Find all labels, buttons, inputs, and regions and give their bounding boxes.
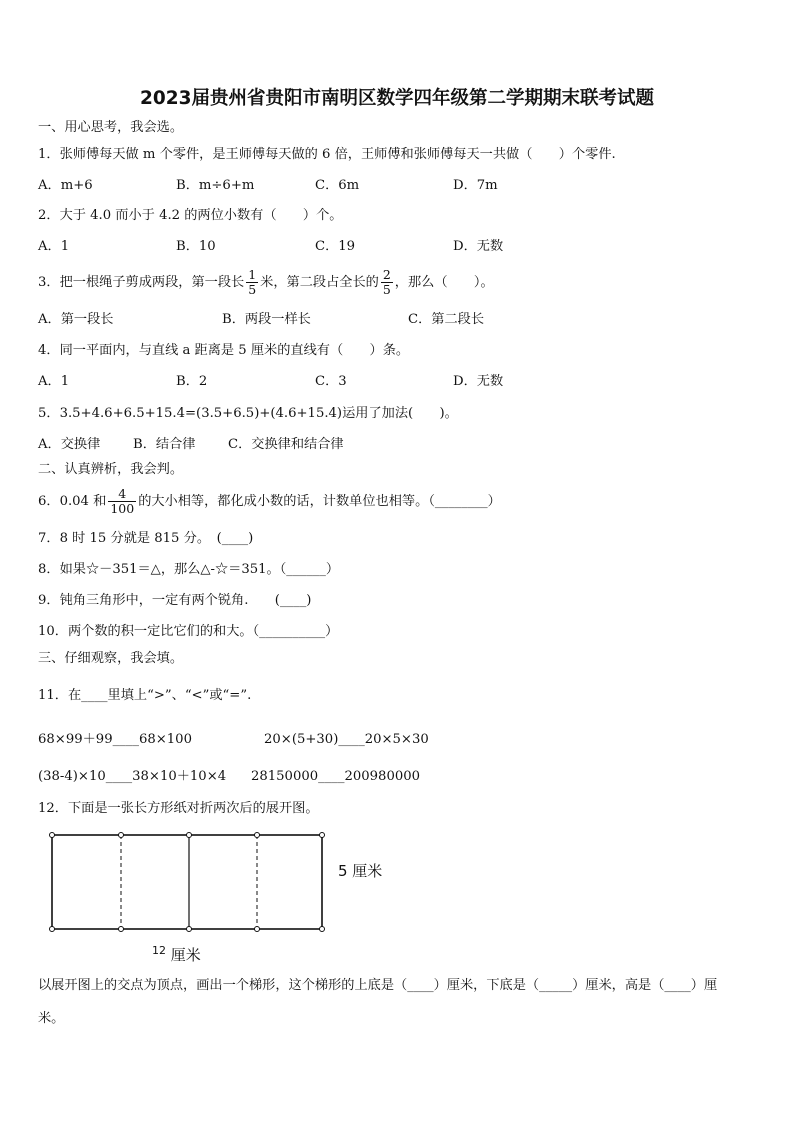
question-5: 5．3.5+4.6+6.5+15.4=(3.5+6.5)+(4.6+15.4)运用了加法( )。 <box>38 406 458 421</box>
q2-option-a: A．1 <box>38 239 70 254</box>
q3-fraction-2-denominator: 5 <box>382 282 391 297</box>
q1-option-c: C．6m <box>315 178 360 193</box>
section-2-heading: 二、认真辨析，我会判。 <box>38 462 184 477</box>
q3-text-part1: 3．把一根绳子剪成两段，第一段长 <box>38 275 245 290</box>
q3-text-part2: 米，第二段占全长的 <box>260 275 379 290</box>
q5-option-a: A．交换律 <box>38 437 101 452</box>
q11-row1-right: 20×(5+30)____20×5×30 <box>264 732 429 747</box>
question-4: 4．同一平面内，与直线 a 距离是 5 厘米的直线有（ ）条。 <box>38 343 410 358</box>
q3-fraction-1-denominator: 5 <box>248 282 257 297</box>
q11-row2-right: 28150000____200980000 <box>251 769 421 784</box>
question-10: 10．两个数的积一定比它们的和大。（__________） <box>38 624 339 639</box>
question-3 <box>38 263 494 303</box>
q3-fraction-2-numerator: 2 <box>382 267 391 282</box>
q5-option-b: B．结合律 <box>133 437 196 452</box>
q5-option-c: C．交换律和结合律 <box>228 437 344 452</box>
q2-option-c: C．19 <box>315 239 356 254</box>
point <box>255 833 260 838</box>
q6-fraction-denominator: 100 <box>110 501 135 516</box>
q4-option-c: C．3 <box>315 374 347 389</box>
page-title: 2023届贵州省贵阳市南明区数学四年级第二学期期末联考试题 <box>140 88 654 109</box>
question-12: 12．下面是一张长方形纸对折两次后的展开图。 <box>38 801 319 816</box>
section-3-heading: 三、仔细观察，我会填。 <box>38 651 184 666</box>
q3-text-part3: ，那么（ ）。 <box>394 275 494 290</box>
point <box>320 927 325 932</box>
q3-fraction-2 <box>381 268 393 297</box>
q4-option-b: B．2 <box>176 374 208 389</box>
point <box>50 927 55 932</box>
q11-row2-left: (38-4)×10____38×10＋10×4 <box>38 769 227 784</box>
question-6 <box>38 482 501 522</box>
width-label-number: 12 <box>152 944 166 957</box>
q4-option-a: A．1 <box>38 374 70 389</box>
section-1-heading: 一、用心思考，我会选。 <box>38 120 184 135</box>
intersection-points <box>50 833 325 932</box>
question-1: 1．张师傅每天做 m 个零件，是王师傅每天做的 6 倍，王师傅和张师傅每天一共做（ ）个零件. <box>38 147 616 162</box>
q1-option-b: B．m÷6+m <box>176 178 255 193</box>
q6-text-part1: 6．0.04 和 <box>38 494 107 509</box>
q3-fraction-1-numerator: 1 <box>248 267 257 282</box>
rectangle-outline <box>52 835 322 929</box>
q6-fraction <box>108 487 136 516</box>
q3-option-a: A．第一段长 <box>38 312 114 327</box>
q4-option-d: D．无数 <box>453 374 504 389</box>
q11-row1-left: 68×99＋99____68×100 <box>38 732 192 747</box>
q3-option-c: C．第二段长 <box>408 312 485 327</box>
point <box>50 833 55 838</box>
q1-option-a: A．m+6 <box>38 178 93 193</box>
q6-text-part2: 的大小相等，都化成小数的话，计数单位也相等。（________） <box>138 494 501 509</box>
q3-option-b: B．两段一样长 <box>222 312 311 327</box>
point <box>255 927 260 932</box>
height-label: 5 厘米 <box>338 862 383 880</box>
question-7: 7．8 时 15 分就是 815 分。 (____) <box>38 531 254 546</box>
question-12-followup-line-1: 以展开图上的交点为顶点，画出一个梯形，这个梯形的上底是（____）厘米，下底是（_____）厘米，高是（____）厘 <box>38 978 718 993</box>
point <box>119 833 124 838</box>
question-11: 11．在____里填上“>”、“<”或“=”. <box>38 688 252 703</box>
q6-fraction-numerator: 4 <box>108 487 136 502</box>
q2-option-b: B．10 <box>176 239 216 254</box>
q3-fraction-1 <box>246 268 258 297</box>
question-8: 8．如果☆－351＝△，那么△-☆＝351。（______） <box>38 562 340 577</box>
point <box>119 927 124 932</box>
q2-option-d: D．无数 <box>453 239 504 254</box>
question-12-followup-line-2: 米。 <box>38 1011 65 1026</box>
point <box>187 833 192 838</box>
question-9: 9．钝角三角形中，一定有两个锐角. (____) <box>38 593 312 608</box>
unfolded-paper-diagram <box>44 828 344 938</box>
point <box>320 833 325 838</box>
point <box>187 927 192 932</box>
width-label <box>152 944 201 965</box>
q1-option-d: D．7m <box>453 178 498 193</box>
question-2: 2．大于 4.0 而小于 4.2 的两位小数有（ ）个。 <box>38 208 343 223</box>
width-label-unit: 厘米 <box>170 946 201 964</box>
